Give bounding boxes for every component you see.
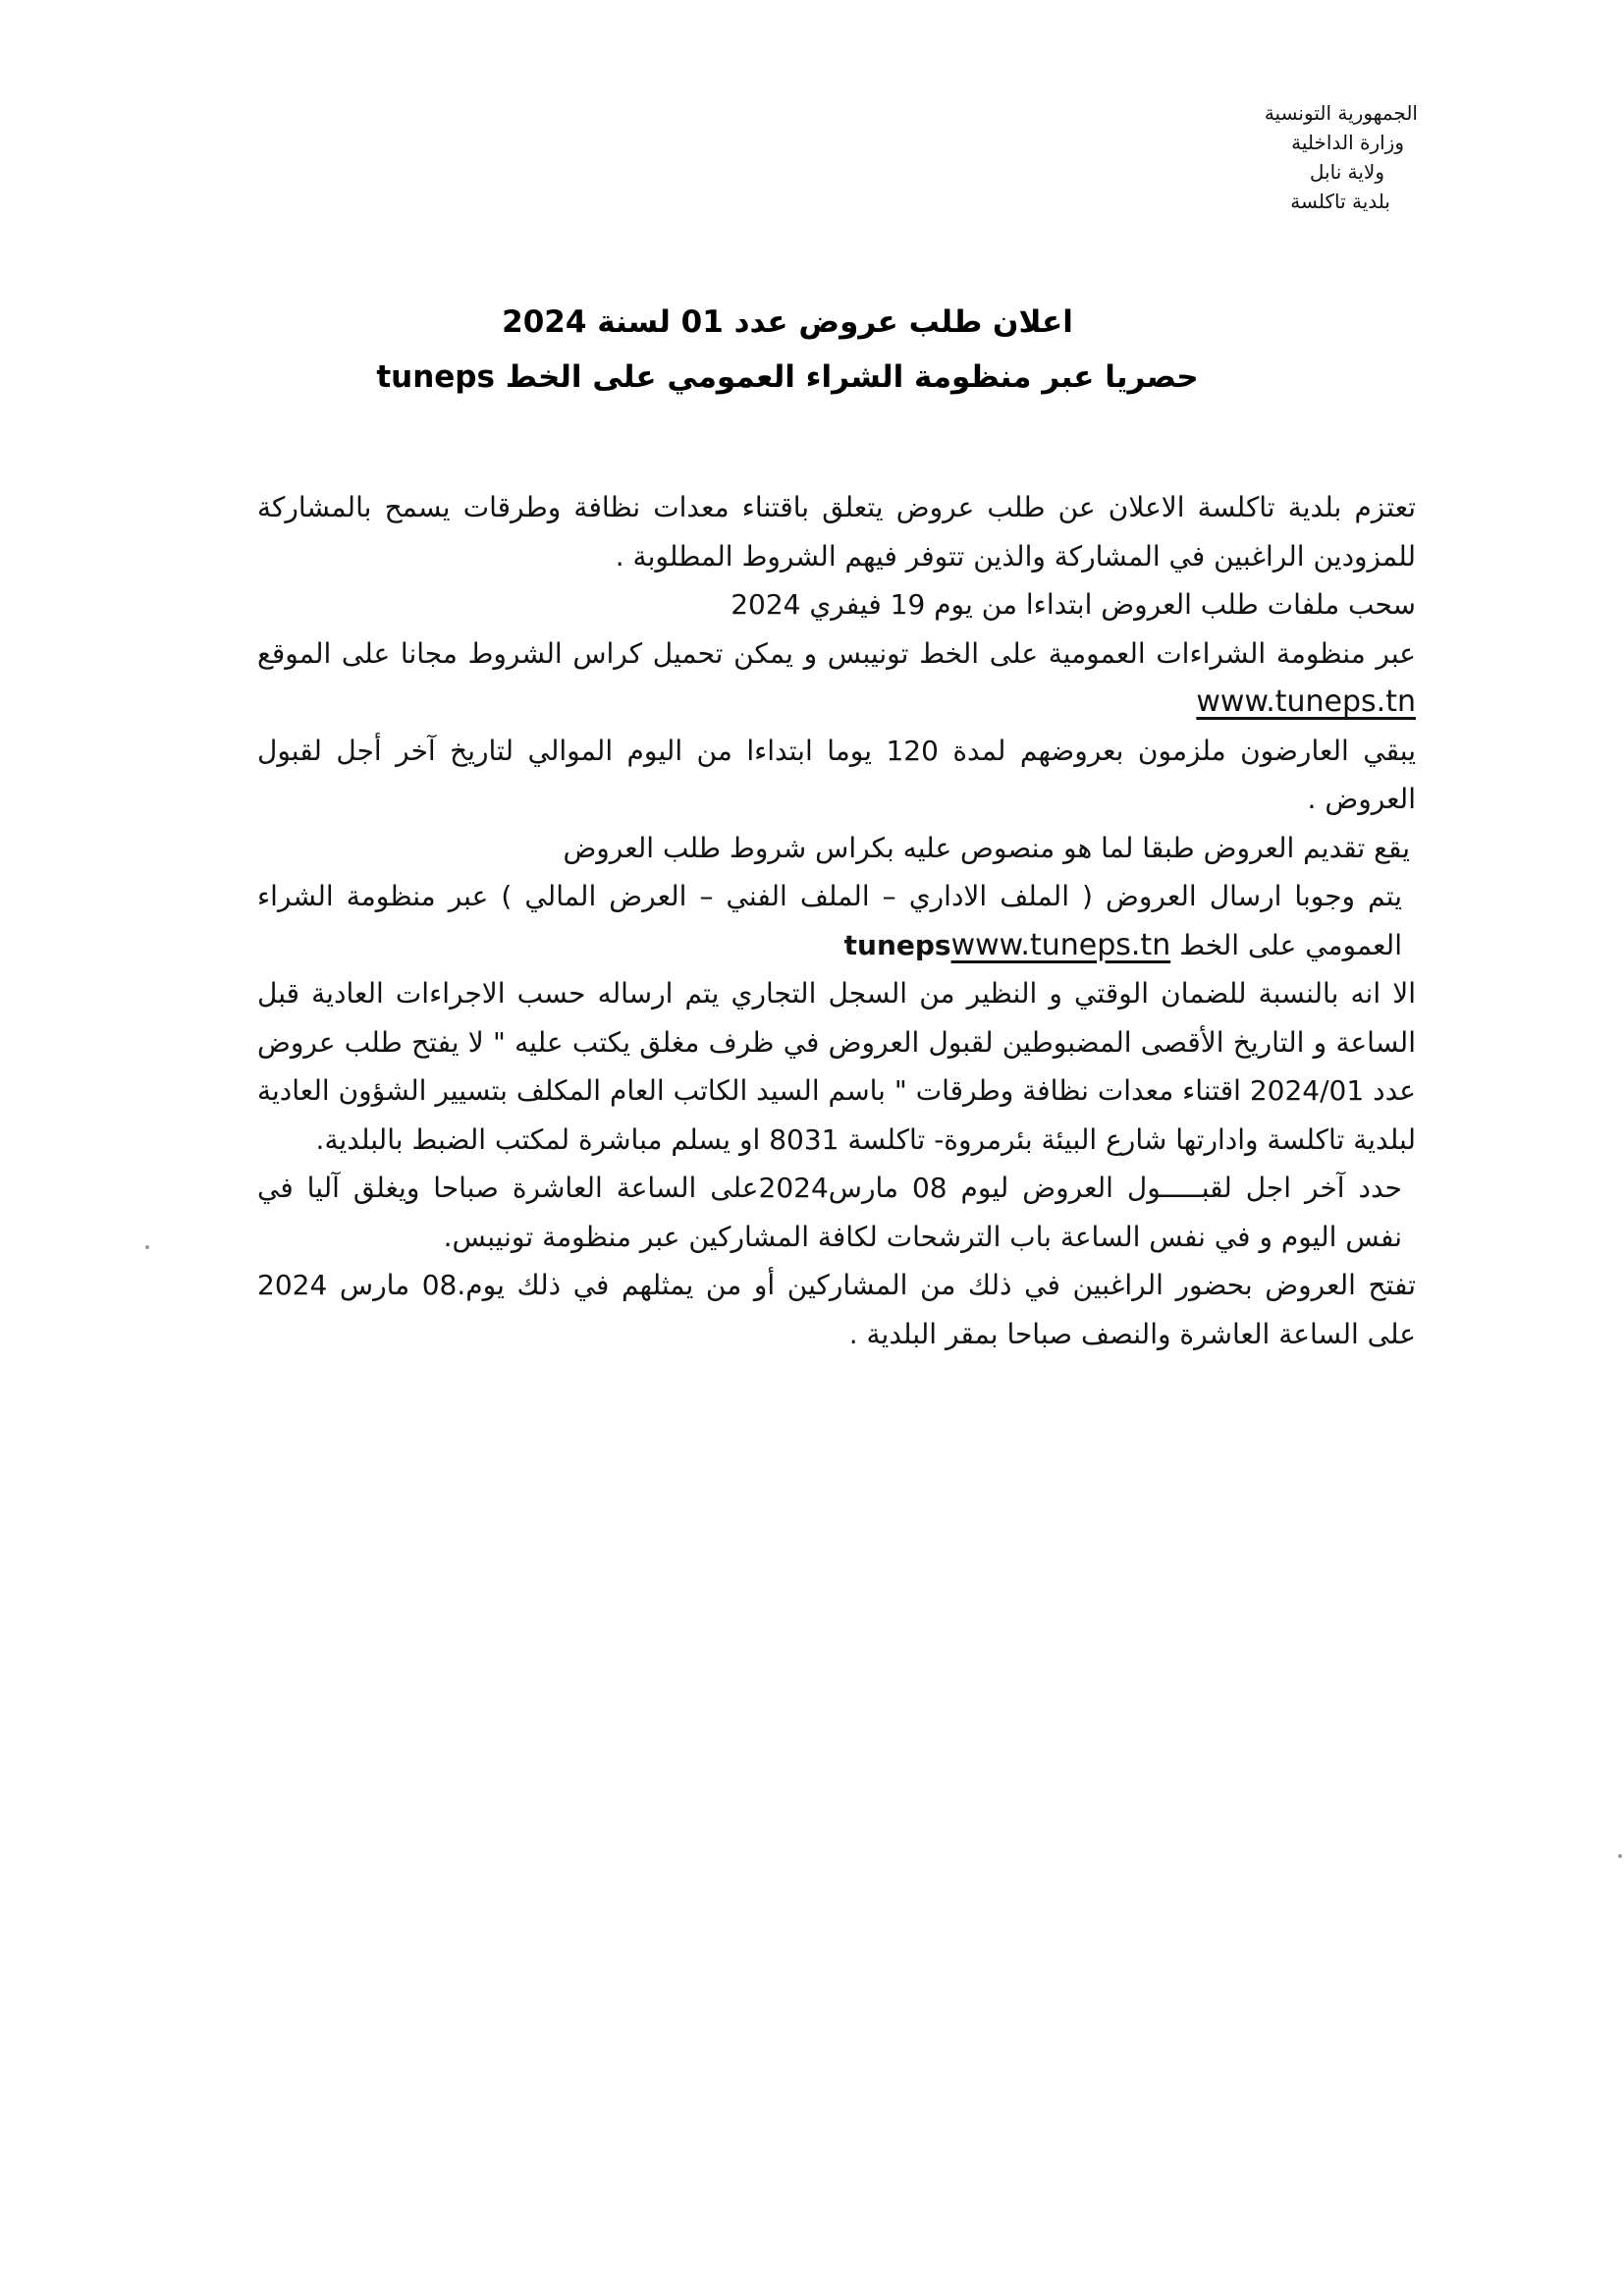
scan-speck — [1618, 1854, 1622, 1858]
paragraph-opening: تفتح العروض بحضور الراغبين في ذلك من المشاركين أو من يمثلهم في ذلك يوم.08 مارس 2024 على الساعة العاشرة والنصف صباحا بمقر البلدية . — [257, 1269, 1416, 1350]
paragraph-validity: يبقي العارضون ملزمون بعروضهم لمدة 120 يوما ابتداءا من اليوم الموالي لتاريخ آخر أجل لقبول العروض . — [257, 734, 1416, 815]
announcement-title — [245, 295, 1329, 405]
paragraph-submission-channel — [257, 872, 1416, 969]
paragraph-guarantee: الا انه بالنسبة للضمان الوقتي و النظير من السجل التجاري يتم ارساله حسب الاجراءات العادية قبل الساعة و التاريخ الأقصى المضبوطين لقبول العروض في ظرف مغلق يكتب عليه " لا يفتح طلب عروض عدد 2024/01 اقتناء معدات نظافة وطرقات " باسم السيد الكاتب العام المكلف بتسيير الشؤون العادية لبلدية تاكلسة وادارتها شارع البيئة بئرمروة- تاكلسة 8031 او يسلم مباشرة لمكتب الضبط بالبلدية. — [257, 977, 1416, 1156]
header-ministry: وزارة الداخلية — [1291, 131, 1404, 154]
tuneps-link[interactable]: www.tuneps.tn — [1196, 684, 1416, 719]
scan-speck — [145, 1245, 149, 1249]
paragraph-download — [257, 629, 1416, 727]
download-text: عبر منظومة الشراءات العمومية على الخط تونيبس و يمكن تحميل كراس الشروط مجانا على الموقع — [257, 636, 1416, 670]
paragraph-deadline: حدد آخر اجل لقبـــــول العروض ليوم 08 مارس2024على الساعة العاشرة صباحا ويغلق آليا في نفس اليوم و في نفس الساعة باب الترشحات لكافة المشاركين عبر منظومة تونيبس. — [257, 1172, 1402, 1253]
announcement-body — [257, 483, 1416, 1358]
header-governorate: ولاية نابل — [1309, 160, 1384, 184]
submission-link-group — [844, 929, 1171, 961]
issuer-header — [1104, 98, 1418, 216]
submission-text: يتم وجوبا ارسال العروض ( الملف الاداري – الملف الفني – العرض المالي ) عبر منظومة الشراء العمومي على الخط — [257, 880, 1402, 961]
paragraph-withdrawal-date: سحب ملفات طلب العروض ابتداءا من يوم 19 فيفري 2024 — [731, 588, 1416, 621]
tuneps-link-2[interactable]: www.tuneps.tn — [950, 927, 1171, 962]
paragraph-submission-terms: يقع تقديم العروض طبقا لما هو منصوص عليه بكراس شروط طلب العروض — [563, 831, 1410, 864]
title-line-2: حصريا عبر منظومة الشراء العمومي على الخط tuneps — [376, 359, 1199, 395]
tuneps-bold-label: tuneps — [843, 928, 951, 961]
title-line-1: اعلان طلب عروض عدد 01 لسنة 2024 — [502, 304, 1073, 340]
header-republic: الجمهورية التونسية — [1264, 101, 1418, 125]
header-municipality: بلدية تاكلسة — [1290, 190, 1390, 213]
paragraph-intro: تعتزم بلدية تاكلسة الاعلان عن طلب عروض يتعلق باقتناء معدات نظافة وطرقات يسمح بالمشاركة للمزودين الراغبين في المشاركة والذين تتوفر فيهم الشروط المطلوبة . — [257, 491, 1416, 573]
